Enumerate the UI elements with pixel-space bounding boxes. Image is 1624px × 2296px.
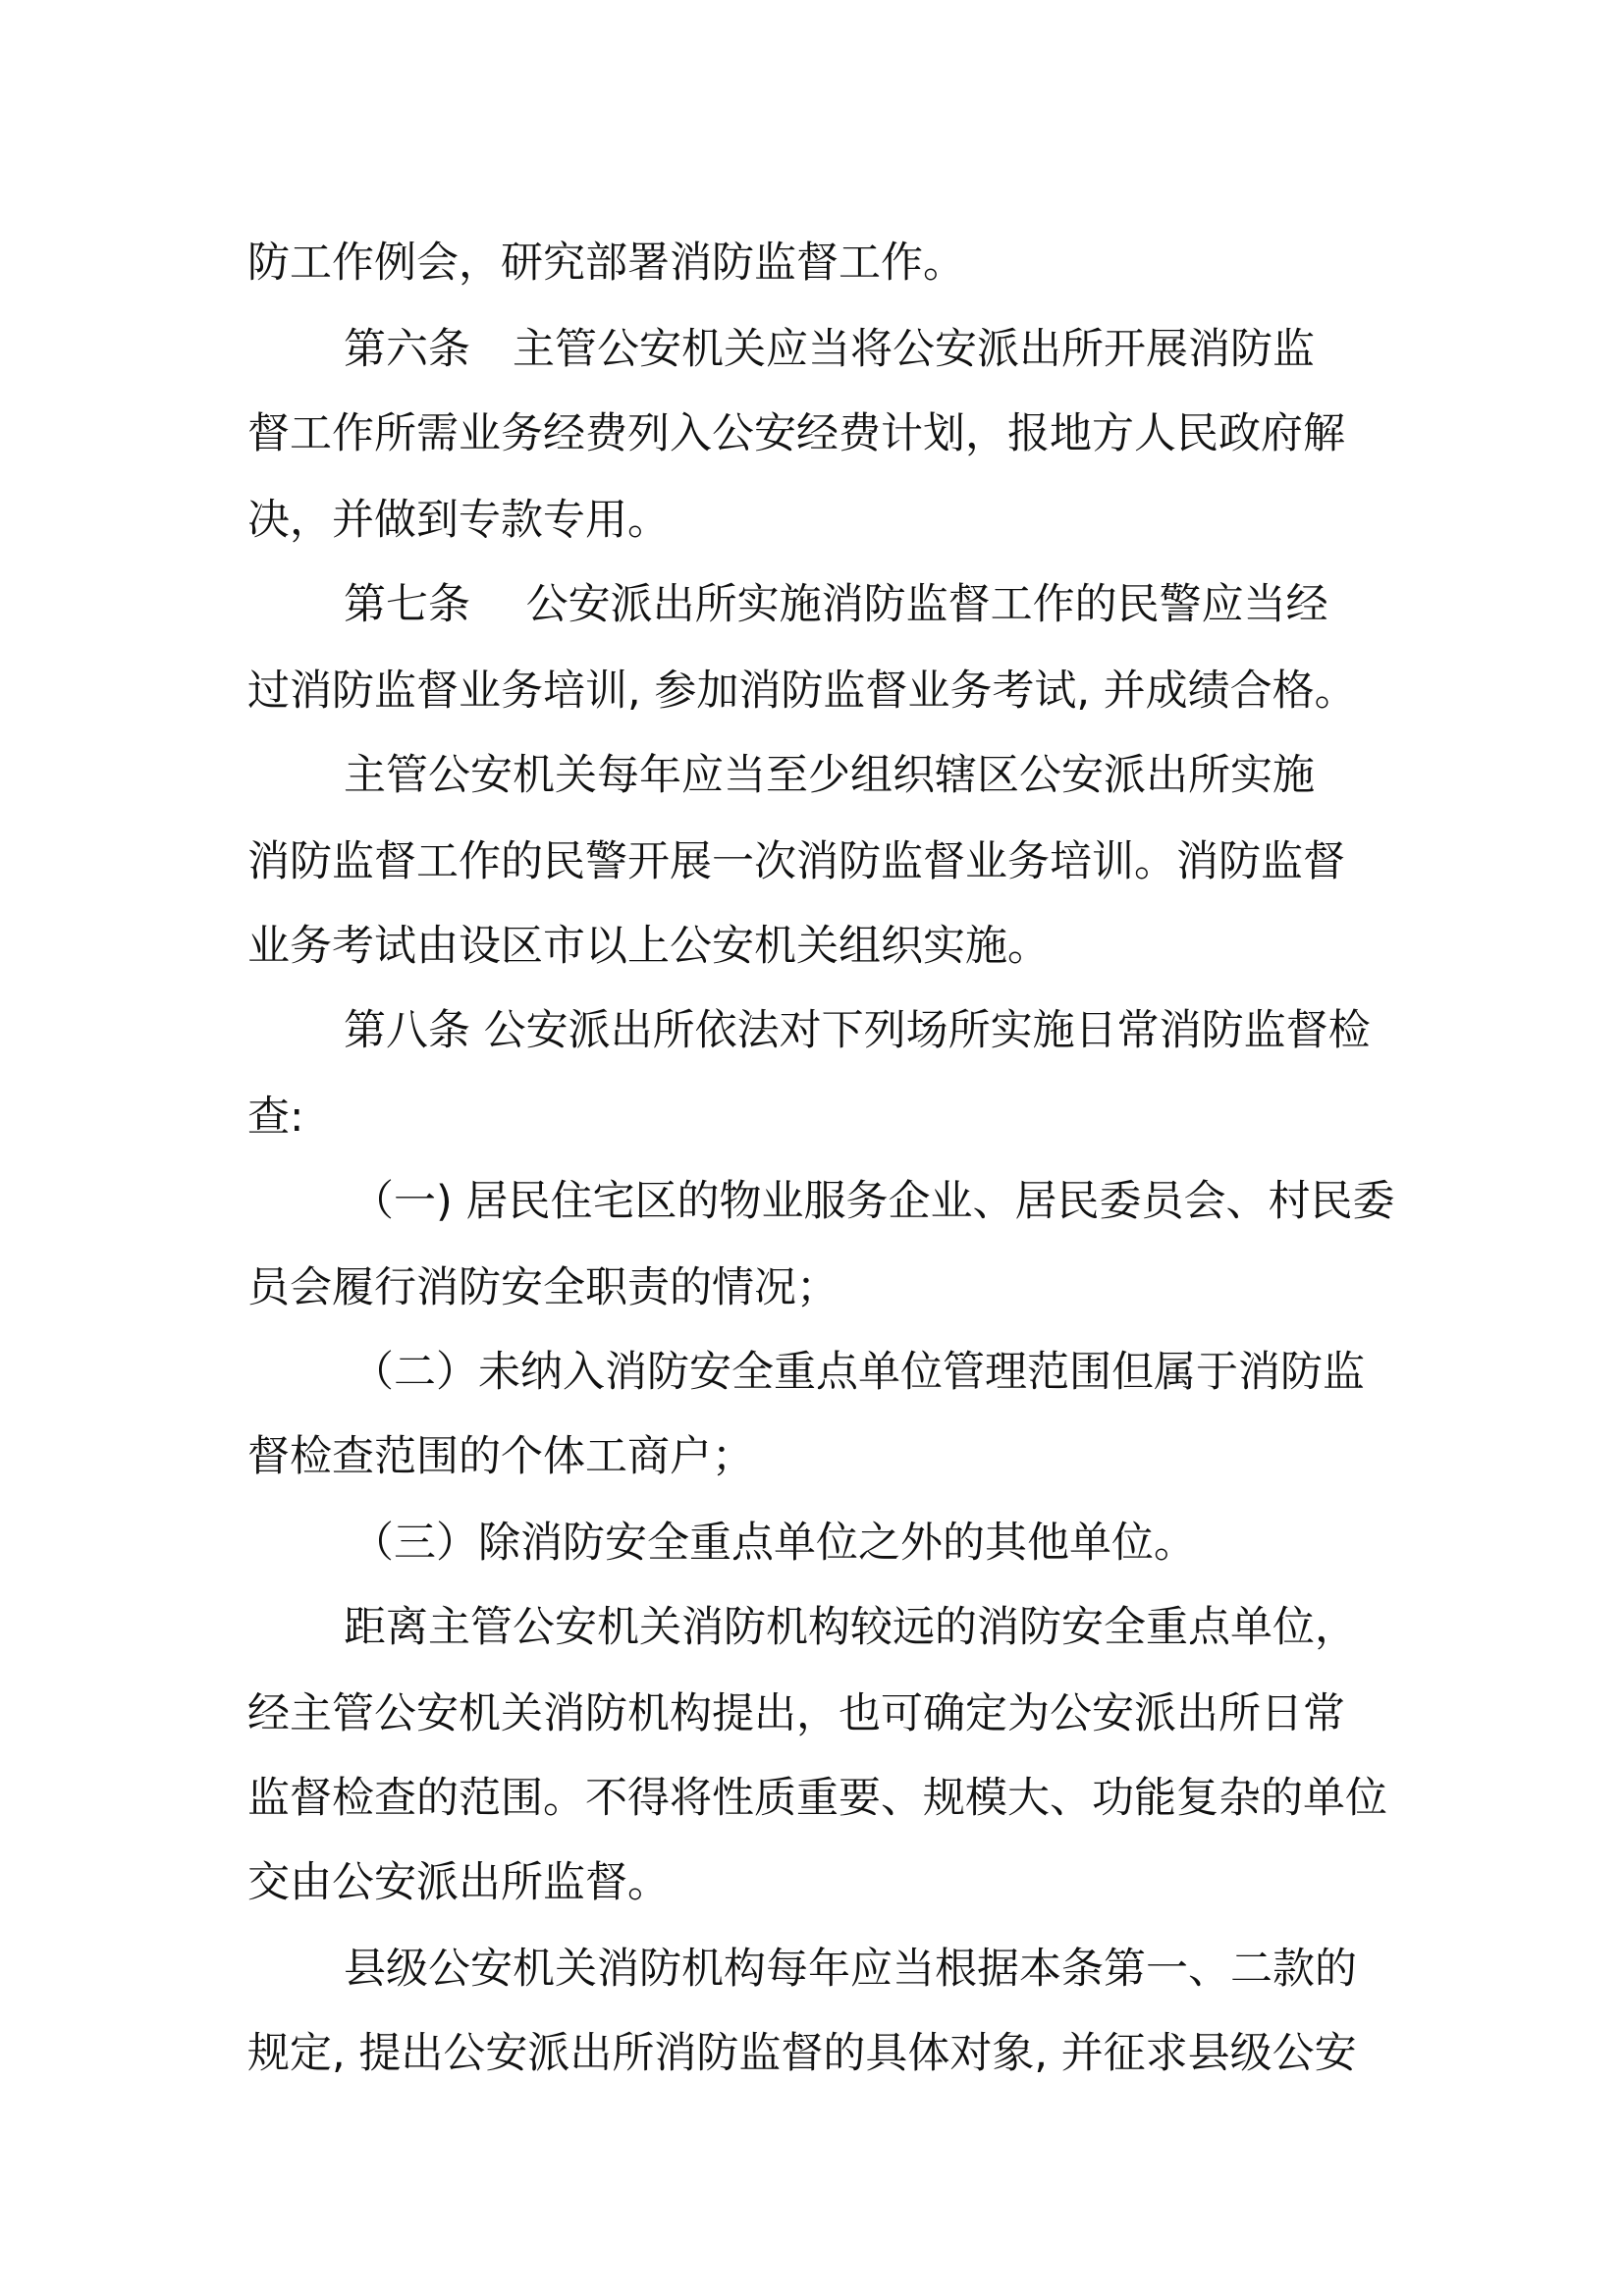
article-7-line-2: 过消防监督业务培训, 参加消防监督业务考试, 并成绩合格。 <box>247 667 1357 716</box>
paragraph-line-2: 消防监督工作的民警开展一次消防监督业务培训。消防监督 <box>247 837 1345 886</box>
list-item-1-line-1: （一) 居民住宅区的物业服务企业、居民委员会、村民委 <box>352 1177 1395 1226</box>
article-7-line-1: 第七条 公安派出所实施消防监督工作的民警应当经 <box>344 580 1328 629</box>
article-8-line-2: 查: <box>247 1093 304 1142</box>
list-item-2-line-2: 督检查范围的个体工商户； <box>247 1432 754 1481</box>
article-8-line-1: 第八条 公安派出所依法对下列场所实施日常消防监督检 <box>344 1006 1371 1055</box>
paragraph-line-3: 业务考试由设区市以上公安机关组织实施。 <box>247 922 1050 971</box>
article-6-line-1: 第六条 主管公安机关应当将公安派出所开展消防监 <box>344 325 1315 374</box>
text-line-1: 防工作例会，研究部署消防监督工作。 <box>247 239 965 288</box>
paragraph-2-line-2: 经主管公安机关消防机构提出，也可确定为公安派出所日常 <box>247 1689 1345 1738</box>
article-6-line-3: 决，并做到专款专用。 <box>247 496 670 545</box>
list-item-3-line-1: （三）除消防安全重点单位之外的其他单位。 <box>352 1519 1196 1568</box>
list-item-1-line-2: 员会履行消防安全职责的情况； <box>247 1263 839 1312</box>
paragraph-2-line-3: 监督检查的范围。不得将性质重要、规模大、功能复杂的单位 <box>247 1774 1387 1823</box>
paragraph-3-line-2: 规定, 提出公安派出所消防监督的具体对象, 并征求县级公安 <box>247 2029 1357 2078</box>
paragraph-2-line-1: 距离主管公安机关消防机构较远的消防安全重点单位， <box>344 1603 1357 1652</box>
paragraph-3-line-1: 县级公安机关消防机构每年应当根据本条第一、二款的 <box>344 1945 1357 1994</box>
paragraph-line-1: 主管公安机关每年应当至少组织辖区公安派出所实施 <box>344 751 1315 800</box>
article-6-line-2: 督工作所需业务经费列入公安经费计划，报地方人民政府解 <box>247 409 1345 458</box>
paragraph-2-line-4: 交由公安派出所监督。 <box>247 1858 670 1907</box>
list-item-2-line-1: （二）未纳入消防安全重点单位管理范围但属于消防监 <box>352 1348 1365 1397</box>
